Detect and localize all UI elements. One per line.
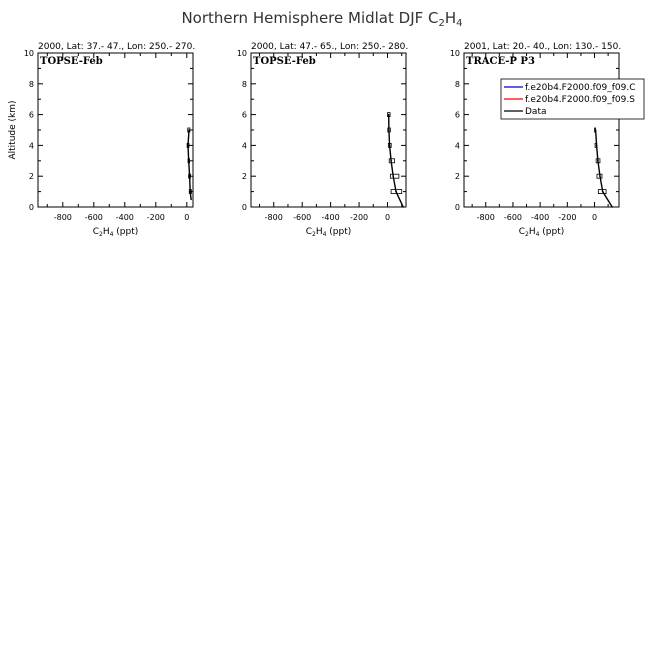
y-tick-label: 4	[28, 141, 34, 151]
chart-panel-2	[237, 42, 408, 238]
y-tick-label: 10	[236, 49, 247, 58]
x-axis-label-part: C	[92, 227, 100, 237]
x-tick-label: -400	[321, 213, 340, 222]
y-tick-label: 2	[454, 172, 460, 182]
chart-panel-1	[8, 42, 195, 238]
series-point	[595, 129, 597, 131]
campaign-label: TOPSE-Feb	[40, 56, 103, 67]
x-axis-label-part: H	[528, 227, 536, 237]
y-tick-label: 0	[241, 203, 247, 212]
x-tick-label: -200	[349, 213, 369, 222]
series-point	[402, 206, 404, 208]
x-axis-label-part: 4	[109, 231, 114, 238]
y-tick-label: 6	[241, 110, 247, 120]
legend-label: f.e20b4.F2000.f09_f09.S	[525, 95, 635, 105]
x-tick-label: -800	[53, 213, 72, 222]
x-tick-label: -600	[503, 213, 523, 222]
series-point	[395, 191, 397, 193]
series-point	[390, 160, 392, 162]
x-tick-label: 0	[184, 213, 190, 222]
x-axis-label-part: 4	[535, 231, 540, 238]
x-axis-label	[519, 227, 565, 238]
series-point	[388, 114, 390, 116]
series-point	[611, 206, 613, 208]
title-sub: 2	[438, 18, 445, 29]
x-tick-label: -600	[84, 213, 103, 222]
series-point	[597, 160, 599, 162]
series-point	[388, 129, 390, 131]
y-tick-label: 0	[28, 203, 34, 212]
y-tick-label: 4	[241, 141, 247, 151]
y-tick-label: 8	[241, 79, 247, 89]
y-tick-label: 4	[454, 141, 460, 151]
x-tick-label: -600	[293, 213, 312, 222]
series-point	[599, 175, 601, 177]
x-axis-label-part: H	[102, 227, 110, 237]
campaign-label: TOPSE-Feb	[253, 56, 316, 67]
series-point	[392, 175, 394, 177]
chart-panel-3	[450, 42, 644, 238]
y-tick-label: 0	[454, 203, 460, 212]
x-axis-label-part: 2	[525, 231, 529, 238]
y-tick-label: 2	[28, 172, 34, 182]
series-point	[187, 145, 189, 147]
x-tick-label: -800	[264, 213, 283, 222]
x-axis-label-part: (ppt)	[326, 227, 352, 237]
title-main: Northern Hemisphere Midlat DJF C	[181, 9, 439, 27]
title-main2: H	[444, 9, 457, 27]
x-axis-label-part: 4	[322, 231, 327, 238]
x-axis-label-part: 2	[99, 231, 103, 238]
series-line-data	[188, 130, 191, 199]
panel-header: 2001, Lat: 20.- 40., Lon: 130.- 150.	[464, 42, 622, 52]
data-range-box	[390, 174, 399, 178]
y-tick-label: 2	[241, 172, 247, 182]
y-tick-label: 10	[23, 49, 34, 58]
x-axis-label-part: 2	[312, 231, 316, 238]
title-sub2: 4	[456, 18, 463, 29]
x-axis-label-part: C	[305, 227, 313, 237]
x-axis-label-part: H	[315, 227, 323, 237]
y-tick-label: 6	[28, 110, 34, 120]
panel-header: 2000, Lat: 47.- 65., Lon: 250.- 280.	[251, 42, 409, 52]
legend	[501, 79, 644, 119]
series-point	[189, 191, 191, 193]
plot-frame	[38, 53, 193, 207]
panel-header: 2000, Lat: 37.- 47., Lon: 250.- 270.	[38, 42, 196, 52]
x-tick-label: -400	[531, 213, 550, 222]
series-line-data	[596, 130, 613, 207]
x-tick-label: 0	[384, 213, 391, 222]
series-point	[389, 145, 391, 147]
x-axis-label-part: C	[518, 227, 526, 237]
y-tick-label: 10	[449, 49, 460, 58]
figure-title	[181, 9, 462, 29]
series-point	[190, 199, 192, 201]
x-axis-label	[306, 227, 352, 238]
series-point	[189, 175, 191, 177]
legend-label: f.e20b4.F2000.f09_f09.C	[525, 83, 636, 93]
legend-label: Data	[525, 107, 547, 117]
x-axis-label-part: (ppt)	[113, 227, 139, 237]
series-point	[602, 191, 604, 193]
x-tick-label: -200	[146, 213, 165, 222]
series-point	[188, 129, 190, 131]
y-axis-label: Altitude (km)	[8, 100, 18, 160]
y-tick-label: 8	[28, 79, 34, 89]
x-tick-label: -800	[476, 213, 495, 222]
x-axis-label	[93, 227, 139, 238]
x-axis-label-part: (ppt)	[539, 227, 565, 237]
x-tick-label: 0	[591, 213, 598, 222]
x-tick-label: -200	[558, 213, 577, 222]
series-point	[188, 160, 190, 162]
y-tick-label: 8	[454, 79, 460, 89]
series-point	[596, 145, 598, 147]
y-tick-label: 6	[454, 110, 460, 120]
campaign-label: TRACE-P P3	[466, 56, 535, 67]
x-tick-label: -400	[115, 213, 134, 222]
panels	[8, 42, 644, 238]
plot-frame	[251, 53, 406, 207]
